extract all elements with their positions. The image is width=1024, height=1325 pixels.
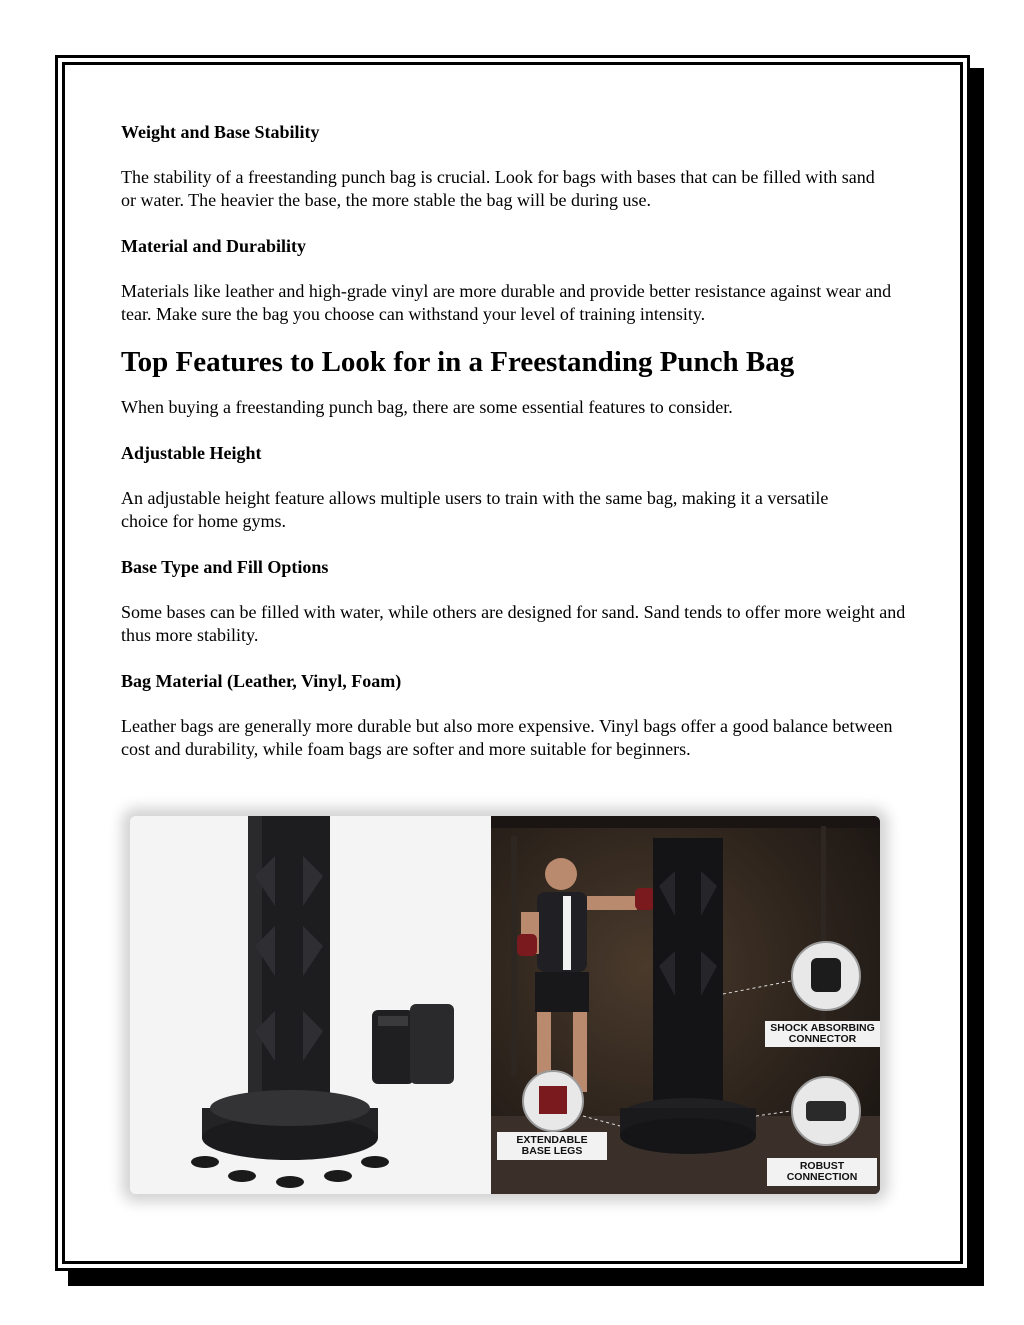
paragraph-weight-stability: The stability of a freestanding punch bag is crucial. Look for bags with bases that can be filled with sand or water. The heavier the base, the more stable the bag will be during use. xyxy=(121,167,875,210)
paragraph-material-durability: Materials like leather and high-grade vinyl are more durable and provide better resistance against wear and tear. Make sure the bag you choose can withstand your level of training intensity. xyxy=(121,281,892,324)
heading-material-durability: Material and Durability xyxy=(121,236,306,256)
paragraph-features-intro: When buying a freestanding punch bag, there are some essential features to consider. xyxy=(121,397,733,417)
heading-adjustable-height: Adjustable Height xyxy=(121,443,262,463)
callout-extendable-base-legs: EXTENDABLE BASE LEGS xyxy=(497,1132,607,1160)
paragraph-adjustable-height: An adjustable height feature allows multiple users to train with the same bag, making it a versatile choice for home gyms. xyxy=(121,488,829,531)
product-shot-panel xyxy=(130,816,491,1194)
document-body xyxy=(121,118,911,761)
training-scene-panel xyxy=(491,816,880,1194)
heading-bag-material: Bag Material (Leather, Vinyl, Foam) xyxy=(121,671,402,691)
freestanding-bag-illustration xyxy=(130,816,491,1194)
callout-shock-absorbing-connector: SHOCK ABSORBING CONNECTOR xyxy=(765,1021,880,1047)
heading-base-type: Base Type and Fill Options xyxy=(121,557,329,577)
paragraph-bag-material: Leather bags are generally more durable but also more expensive. Vinyl bags offer a good balance between cost and durability, while foam bags are softer and more suitable for beginners. xyxy=(121,716,893,759)
heading-top-features: Top Features to Look for in a Freestanding Punch Bag xyxy=(121,346,795,378)
heading-weight-stability: Weight and Base Stability xyxy=(121,122,320,142)
punch-bag-product-image xyxy=(130,816,880,1194)
callout-robust-connection: ROBUST CONNECTION xyxy=(767,1158,877,1186)
paragraph-base-type: Some bases can be filled with water, while others are designed for sand. Sand tends to offer more weight and thus more stability. xyxy=(121,602,906,645)
